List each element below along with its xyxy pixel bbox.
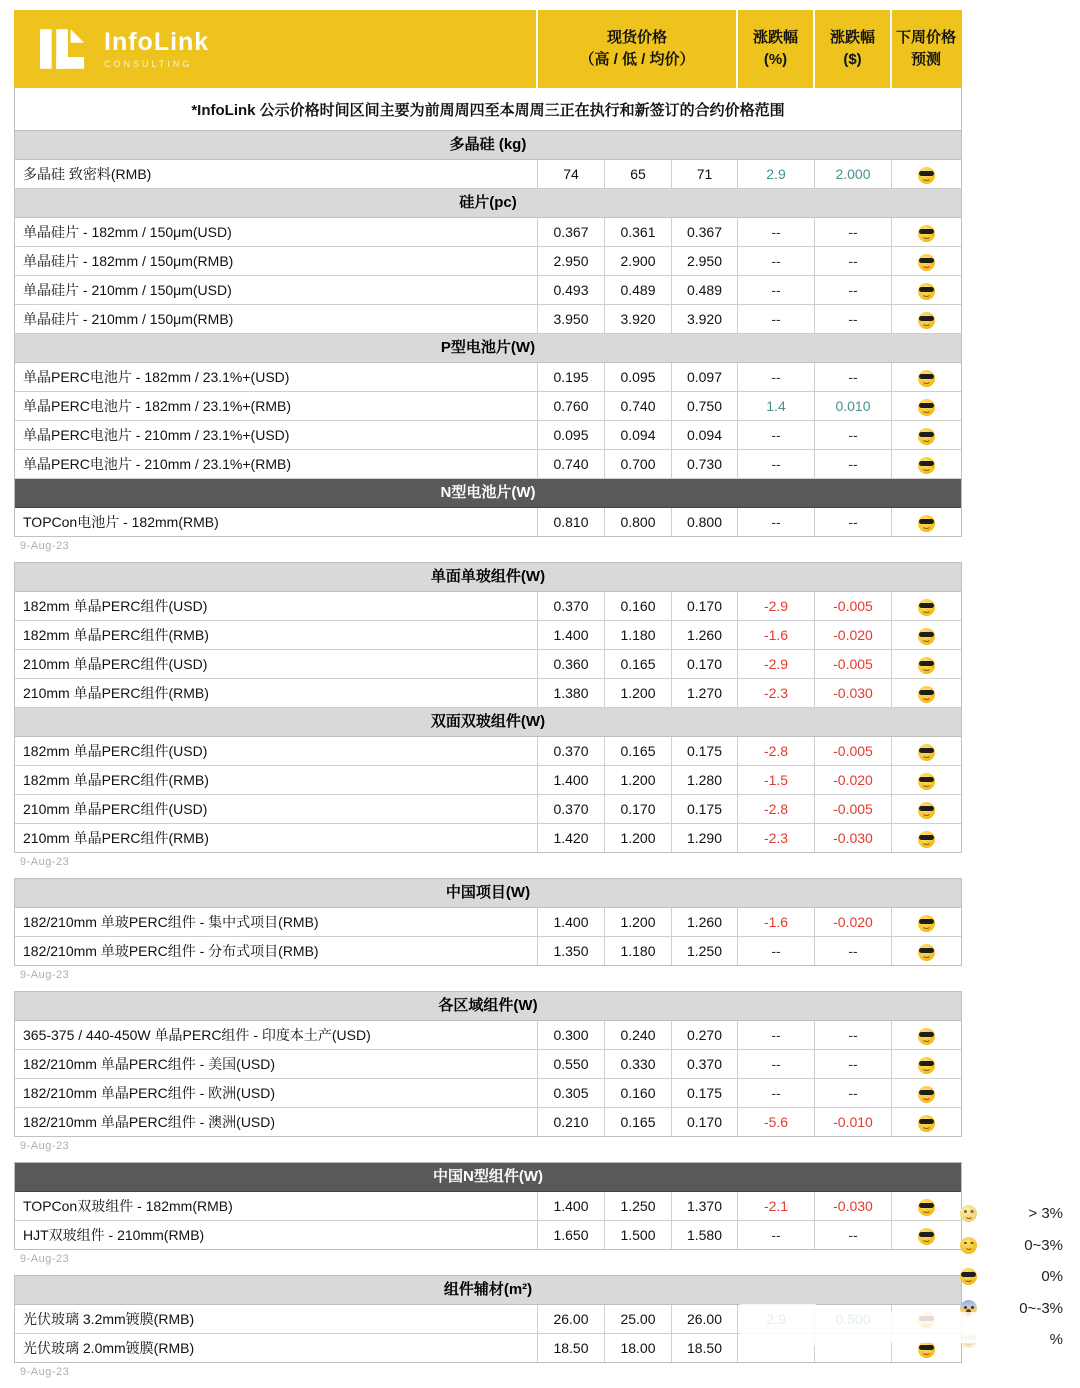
- product-label: 182/210mm 单晶PERC组件 - 欧洲(USD): [23, 1085, 276, 1101]
- change-usd: --: [814, 1221, 891, 1249]
- price-high: 3.950: [537, 305, 604, 333]
- forecast-cell: [891, 592, 961, 620]
- price-avg: 0.750: [671, 392, 737, 420]
- product-label: 182/210mm 单晶PERC组件 - 澳洲(USD): [23, 1114, 276, 1130]
- price-low: 0.740: [604, 392, 671, 420]
- table-row: [15, 1221, 961, 1249]
- price-avg: 0.170: [671, 650, 737, 678]
- price-avg: 0.175: [671, 1079, 737, 1107]
- change-usd-unit: ($): [843, 51, 862, 68]
- column-header-change-pct: [736, 10, 813, 88]
- sunglasses-emoji: [918, 802, 935, 819]
- legend-item: [960, 1230, 1063, 1262]
- change-usd: -0.005: [814, 737, 891, 765]
- table-row: [15, 305, 961, 334]
- product-label: 210mm 单晶PERC组件(USD): [23, 801, 208, 817]
- sunglasses-emoji: [918, 399, 935, 416]
- change-usd: --: [814, 1021, 891, 1049]
- price-high: 0.300: [537, 1021, 604, 1049]
- product-label: 单晶硅片 - 210mm / 150μm(USD): [23, 282, 232, 298]
- section-header: 组件辅材(m²): [15, 1276, 961, 1305]
- change-pct: --: [737, 1021, 814, 1049]
- price-avg: 26.00: [671, 1305, 737, 1333]
- change-pct: -2.3: [737, 824, 814, 852]
- price-low: 0.800: [604, 508, 671, 536]
- price-low: 1.200: [604, 766, 671, 794]
- change-usd: --: [814, 450, 891, 478]
- change-usd: 0.010: [814, 392, 891, 420]
- forecast-cell: [891, 363, 961, 391]
- report-header: [14, 10, 962, 88]
- forecast-cell: [891, 824, 961, 852]
- table-row: [15, 421, 961, 450]
- legend-label: 0~3%: [1024, 1236, 1063, 1254]
- sunglasses-emoji: [918, 744, 935, 761]
- product-label: 182/210mm 单玻PERC组件 - 集中式项目(RMB): [23, 914, 319, 930]
- table-row: [15, 679, 961, 708]
- forecast-cell: [891, 1221, 961, 1249]
- change-pct: -1.5: [737, 766, 814, 794]
- change-usd: 2.000: [814, 160, 891, 188]
- price-avg: 1.280: [671, 766, 737, 794]
- price-high: 18.50: [537, 1334, 604, 1362]
- change-usd: --: [814, 363, 891, 391]
- forecast-cell: [891, 650, 961, 678]
- change-usd: --: [814, 305, 891, 333]
- change-pct: --: [737, 276, 814, 304]
- product-label: 单晶硅片 - 182mm / 150μm(USD): [23, 224, 232, 240]
- legend-label: 0%: [1041, 1268, 1063, 1286]
- price-table-block: [14, 1162, 962, 1250]
- price-low: 0.240: [604, 1021, 671, 1049]
- table-row: [15, 737, 961, 766]
- section-header: 硅片(pc): [15, 189, 961, 218]
- price-avg: 0.800: [671, 508, 737, 536]
- price-low: 25.00: [604, 1305, 671, 1333]
- change-pct-unit: (%): [763, 51, 788, 68]
- price-high: 26.00: [537, 1305, 604, 1333]
- table-row: [15, 766, 961, 795]
- change-usd: -0.030: [814, 824, 891, 852]
- price-avg: 1.250: [671, 937, 737, 965]
- forecast-title: 下周价格: [895, 28, 956, 46]
- product-label: 182mm 单晶PERC组件(RMB): [23, 627, 209, 643]
- date-label: 9-Aug-23: [20, 1366, 70, 1378]
- change-pct: -2.8: [737, 795, 814, 823]
- change-pct: --: [737, 363, 814, 391]
- forecast-subtitle: 预测: [910, 51, 941, 68]
- product-label: 多晶硅 致密料(RMB): [23, 166, 152, 182]
- section-header: 中国项目(W): [15, 879, 961, 908]
- sunglasses-emoji: [918, 686, 935, 703]
- forecast-cell: [891, 1192, 961, 1220]
- change-pct: --: [737, 218, 814, 246]
- forecast-cell: [891, 508, 961, 536]
- column-header-forecast: [890, 10, 960, 88]
- price-low: 1.180: [604, 937, 671, 965]
- sunglasses-emoji: [918, 599, 935, 616]
- forecast-cell: [891, 937, 961, 965]
- section-header: 多晶硅 (kg): [15, 131, 961, 160]
- forecast-cell: [891, 450, 961, 478]
- logo-area: [14, 10, 536, 88]
- section-header: 单面单玻组件(W): [15, 563, 961, 592]
- change-usd: -0.005: [814, 795, 891, 823]
- price-low: 0.165: [604, 737, 671, 765]
- change-pct: --: [737, 508, 814, 536]
- price-avg: 1.370: [671, 1192, 737, 1220]
- table-row: [15, 937, 961, 965]
- column-header-change-usd: [813, 10, 890, 88]
- table-row: [15, 508, 961, 536]
- product-label: 182mm 单晶PERC组件(USD): [23, 598, 208, 614]
- price-avg: 1.260: [671, 621, 737, 649]
- price-low: 1.200: [604, 824, 671, 852]
- product-label: HJT双玻组件 - 210mm(RMB): [23, 1227, 205, 1243]
- price-period-note: *InfoLink 公示价格时间区间主要为前周周四至本周周三正在执行和新签订的合约价格范围: [14, 88, 962, 131]
- forecast-cell: [891, 1050, 961, 1078]
- change-usd: -0.020: [814, 908, 891, 936]
- price-avg: 2.950: [671, 247, 737, 275]
- sunglasses-emoji: [918, 1341, 935, 1358]
- product-label: 182/210mm 单晶PERC组件 - 美国(USD): [23, 1056, 276, 1072]
- sunglasses-emoji: [918, 225, 935, 242]
- price-avg: 0.170: [671, 1108, 737, 1136]
- price-avg: 0.175: [671, 795, 737, 823]
- forecast-cell: [891, 305, 961, 333]
- infolink-logo: [40, 26, 209, 72]
- forecast-cell: [891, 421, 961, 449]
- price-table-block: [14, 991, 962, 1137]
- price-high: 0.493: [537, 276, 604, 304]
- date-label: 9-Aug-23: [20, 1140, 70, 1152]
- white-overlay-patch: [816, 1312, 1018, 1343]
- change-usd: --: [814, 508, 891, 536]
- sunglasses-emoji: [918, 312, 935, 329]
- price-high: 1.350: [537, 937, 604, 965]
- spot-price-title: 现货价格: [606, 28, 667, 46]
- spot-price-subtitle: （高 / 低 / 均价）: [579, 51, 695, 68]
- legend-label: > 3%: [1028, 1205, 1063, 1223]
- change-usd: -0.030: [814, 1192, 891, 1220]
- change-usd: --: [814, 1079, 891, 1107]
- product-label: 单晶PERC电池片 - 210mm / 23.1%+(USD): [23, 427, 290, 443]
- price-high: 74: [537, 160, 604, 188]
- price-high: 0.367: [537, 218, 604, 246]
- price-avg: 0.370: [671, 1050, 737, 1078]
- price-low: 1.500: [604, 1221, 671, 1249]
- sunglasses-emoji: [918, 657, 935, 674]
- product-label: 182mm 单晶PERC组件(RMB): [23, 772, 209, 788]
- sunglasses-emoji: [960, 1268, 977, 1285]
- infolink-logo-icon: [40, 26, 94, 72]
- forecast-cell: [891, 621, 961, 649]
- product-label: 单晶PERC电池片 - 210mm / 23.1%+(RMB): [23, 456, 291, 472]
- price-low: 0.700: [604, 450, 671, 478]
- legend-item: [960, 1198, 1063, 1230]
- price-high: 0.370: [537, 737, 604, 765]
- forecast-cell: [891, 908, 961, 936]
- white-overlay-patch: [740, 1304, 816, 1346]
- price-avg: 0.097: [671, 363, 737, 391]
- table-row: [15, 650, 961, 679]
- sunglasses-emoji: [918, 1028, 935, 1045]
- table-row: [15, 1108, 961, 1136]
- forecast-cell: [891, 247, 961, 275]
- product-label: 210mm 单晶PERC组件(USD): [23, 656, 208, 672]
- change-pct: --: [737, 421, 814, 449]
- change-pct: -2.9: [737, 592, 814, 620]
- price-high: 2.950: [537, 247, 604, 275]
- price-low: 1.200: [604, 908, 671, 936]
- date-label: 9-Aug-23: [20, 540, 70, 552]
- price-table-block: [14, 562, 962, 853]
- change-pct: -2.8: [737, 737, 814, 765]
- sunglasses-emoji: [918, 457, 935, 474]
- price-low: 0.160: [604, 1079, 671, 1107]
- column-header-spot-price: [536, 10, 736, 88]
- price-low: 0.330: [604, 1050, 671, 1078]
- price-high: 0.210: [537, 1108, 604, 1136]
- price-low: 0.165: [604, 650, 671, 678]
- price-high: 1.400: [537, 766, 604, 794]
- change-pct: --: [737, 450, 814, 478]
- price-avg: 3.920: [671, 305, 737, 333]
- change-pct: -2.1: [737, 1192, 814, 1220]
- product-label: 365-375 / 440-450W 单晶PERC组件 - 印度本土产(USD): [23, 1027, 371, 1043]
- price-low: 0.170: [604, 795, 671, 823]
- price-high: 0.370: [537, 795, 604, 823]
- price-table-block: [14, 131, 962, 537]
- change-pct: --: [737, 937, 814, 965]
- price-high: 1.380: [537, 679, 604, 707]
- price-high: 0.195: [537, 363, 604, 391]
- price-low: 2.900: [604, 247, 671, 275]
- price-high: 1.400: [537, 621, 604, 649]
- table-row: [15, 450, 961, 479]
- forecast-cell: [891, 160, 961, 188]
- price-high: 0.810: [537, 508, 604, 536]
- legend-item: [960, 1261, 1063, 1293]
- change-usd: --: [814, 937, 891, 965]
- table-row: [15, 1079, 961, 1108]
- slight-smile-emoji: [960, 1205, 977, 1222]
- product-label: 光伏玻璃 2.0mm镀膜(RMB): [23, 1340, 195, 1356]
- product-label: 单晶硅片 - 210mm / 150μm(RMB): [23, 311, 234, 327]
- sunglasses-emoji: [918, 628, 935, 645]
- change-usd: -0.020: [814, 766, 891, 794]
- change-pct: --: [737, 1221, 814, 1249]
- change-pct: 2.9: [737, 160, 814, 188]
- change-pct: -5.6: [737, 1108, 814, 1136]
- section-header: 各区域组件(W): [15, 992, 961, 1021]
- price-low: 0.095: [604, 363, 671, 391]
- price-low: 0.165: [604, 1108, 671, 1136]
- price-avg: 0.489: [671, 276, 737, 304]
- price-report: [14, 10, 962, 1388]
- product-label: 单晶PERC电池片 - 182mm / 23.1%+(USD): [23, 369, 290, 385]
- change-pct: --: [737, 305, 814, 333]
- price-avg: 71: [671, 160, 737, 188]
- section-header: N型电池片(W): [15, 479, 961, 508]
- change-usd: --: [814, 1050, 891, 1078]
- price-avg: 1.580: [671, 1221, 737, 1249]
- change-pct: -1.6: [737, 621, 814, 649]
- forecast-cell: [891, 1108, 961, 1136]
- change-usd-title: 涨跌幅: [829, 28, 875, 46]
- table-row: [15, 276, 961, 305]
- price-avg: 0.094: [671, 421, 737, 449]
- sunglasses-emoji: [918, 1228, 935, 1245]
- section-header: 中国N型组件(W): [15, 1163, 961, 1192]
- change-pct-title: 涨跌幅: [752, 28, 798, 46]
- product-label: TOPCon电池片 - 182mm(RMB): [23, 514, 219, 530]
- price-high: 1.650: [537, 1221, 604, 1249]
- price-low: 0.361: [604, 218, 671, 246]
- price-low: 18.00: [604, 1334, 671, 1362]
- price-high: 0.305: [537, 1079, 604, 1107]
- price-low: 1.180: [604, 621, 671, 649]
- forecast-cell: [891, 795, 961, 823]
- sunglasses-emoji: [918, 773, 935, 790]
- change-usd: -0.005: [814, 650, 891, 678]
- date-label: 9-Aug-23: [20, 969, 70, 981]
- sunglasses-emoji: [918, 1086, 935, 1103]
- change-usd: --: [814, 247, 891, 275]
- change-pct: -2.3: [737, 679, 814, 707]
- change-usd: --: [814, 276, 891, 304]
- date-label: 9-Aug-23: [20, 856, 70, 868]
- table-row: [15, 218, 961, 247]
- price-high: 0.360: [537, 650, 604, 678]
- table-row: [15, 592, 961, 621]
- price-low: 0.094: [604, 421, 671, 449]
- brand-name: InfoLink: [104, 27, 210, 56]
- table-row: [15, 621, 961, 650]
- price-avg: 1.260: [671, 908, 737, 936]
- price-high: 0.740: [537, 450, 604, 478]
- sunglasses-emoji: [918, 283, 935, 300]
- table-row: [15, 908, 961, 937]
- sunglasses-emoji: [918, 944, 935, 961]
- section-header: P型电池片(W): [15, 334, 961, 363]
- smile-emoji: [960, 1237, 977, 1254]
- price-low: 0.160: [604, 592, 671, 620]
- change-pct: --: [737, 1079, 814, 1107]
- section-header: 双面双玻组件(W): [15, 708, 961, 737]
- price-avg: 1.270: [671, 679, 737, 707]
- price-high: 0.370: [537, 592, 604, 620]
- change-usd: -0.020: [814, 621, 891, 649]
- table-row: [15, 1192, 961, 1221]
- change-pct: --: [737, 1050, 814, 1078]
- sunglasses-emoji: [918, 1199, 935, 1216]
- brand-subtitle: CONSULTING: [104, 58, 193, 69]
- forecast-cell: [891, 766, 961, 794]
- date-label: 9-Aug-23: [20, 1253, 70, 1265]
- sunglasses-emoji: [918, 1115, 935, 1132]
- sunglasses-emoji: [918, 831, 935, 848]
- forecast-cell: [891, 1079, 961, 1107]
- product-label: 单晶PERC电池片 - 182mm / 23.1%+(RMB): [23, 398, 291, 414]
- price-high: 0.760: [537, 392, 604, 420]
- legend-label: 0~-3%: [1019, 1299, 1063, 1317]
- price-low: 1.200: [604, 679, 671, 707]
- change-pct: -1.6: [737, 908, 814, 936]
- price-low: 65: [604, 160, 671, 188]
- forecast-cell: [891, 679, 961, 707]
- sunglasses-emoji: [918, 428, 935, 445]
- sunglasses-emoji: [918, 254, 935, 271]
- price-high: 0.550: [537, 1050, 604, 1078]
- price-avg: 0.170: [671, 592, 737, 620]
- table-row: [15, 392, 961, 421]
- product-label: 光伏玻璃 3.2mm镀膜(RMB): [23, 1311, 195, 1327]
- change-pct: --: [737, 247, 814, 275]
- product-label: 182/210mm 单玻PERC组件 - 分布式项目(RMB): [23, 943, 319, 959]
- table-row: [15, 1050, 961, 1079]
- price-avg: 18.50: [671, 1334, 737, 1362]
- table-row: [15, 247, 961, 276]
- change-usd: -0.005: [814, 592, 891, 620]
- price-low: 3.920: [604, 305, 671, 333]
- product-label: 210mm 单晶PERC组件(RMB): [23, 830, 209, 846]
- change-usd: -0.030: [814, 679, 891, 707]
- price-high: 0.095: [537, 421, 604, 449]
- price-avg: 0.730: [671, 450, 737, 478]
- product-label: 182mm 单晶PERC组件(USD): [23, 743, 208, 759]
- change-usd: --: [814, 218, 891, 246]
- sunglasses-emoji: [918, 915, 935, 932]
- table-row: [15, 160, 961, 189]
- table-row: [15, 795, 961, 824]
- price-table-block: [14, 878, 962, 966]
- price-low: 1.250: [604, 1192, 671, 1220]
- change-pct: 1.4: [737, 392, 814, 420]
- forecast-cell: [891, 1021, 961, 1049]
- forecast-cell: [891, 276, 961, 304]
- sunglasses-emoji: [918, 515, 935, 532]
- price-avg: 0.367: [671, 218, 737, 246]
- forecast-cell: [891, 218, 961, 246]
- product-label: TOPCon双玻组件 - 182mm(RMB): [23, 1198, 233, 1214]
- sunglasses-emoji: [918, 167, 935, 184]
- change-usd: --: [814, 421, 891, 449]
- forecast-cell: [891, 737, 961, 765]
- legend-label: %: [1049, 1331, 1063, 1349]
- table-row: [15, 363, 961, 392]
- price-avg: 0.175: [671, 737, 737, 765]
- table-row: [15, 1021, 961, 1050]
- price-low: 0.489: [604, 276, 671, 304]
- price-high: 1.400: [537, 908, 604, 936]
- price-high: 1.400: [537, 1192, 604, 1220]
- forecast-cell: [891, 392, 961, 420]
- product-label: 210mm 单晶PERC组件(RMB): [23, 685, 209, 701]
- table-row: [15, 824, 961, 852]
- change-usd: -0.010: [814, 1108, 891, 1136]
- change-pct: -2.9: [737, 650, 814, 678]
- sunglasses-emoji: [918, 370, 935, 387]
- price-avg: 0.270: [671, 1021, 737, 1049]
- sunglasses-emoji: [918, 1057, 935, 1074]
- price-high: 1.420: [537, 824, 604, 852]
- product-label: 单晶硅片 - 182mm / 150μm(RMB): [23, 253, 234, 269]
- price-avg: 1.290: [671, 824, 737, 852]
